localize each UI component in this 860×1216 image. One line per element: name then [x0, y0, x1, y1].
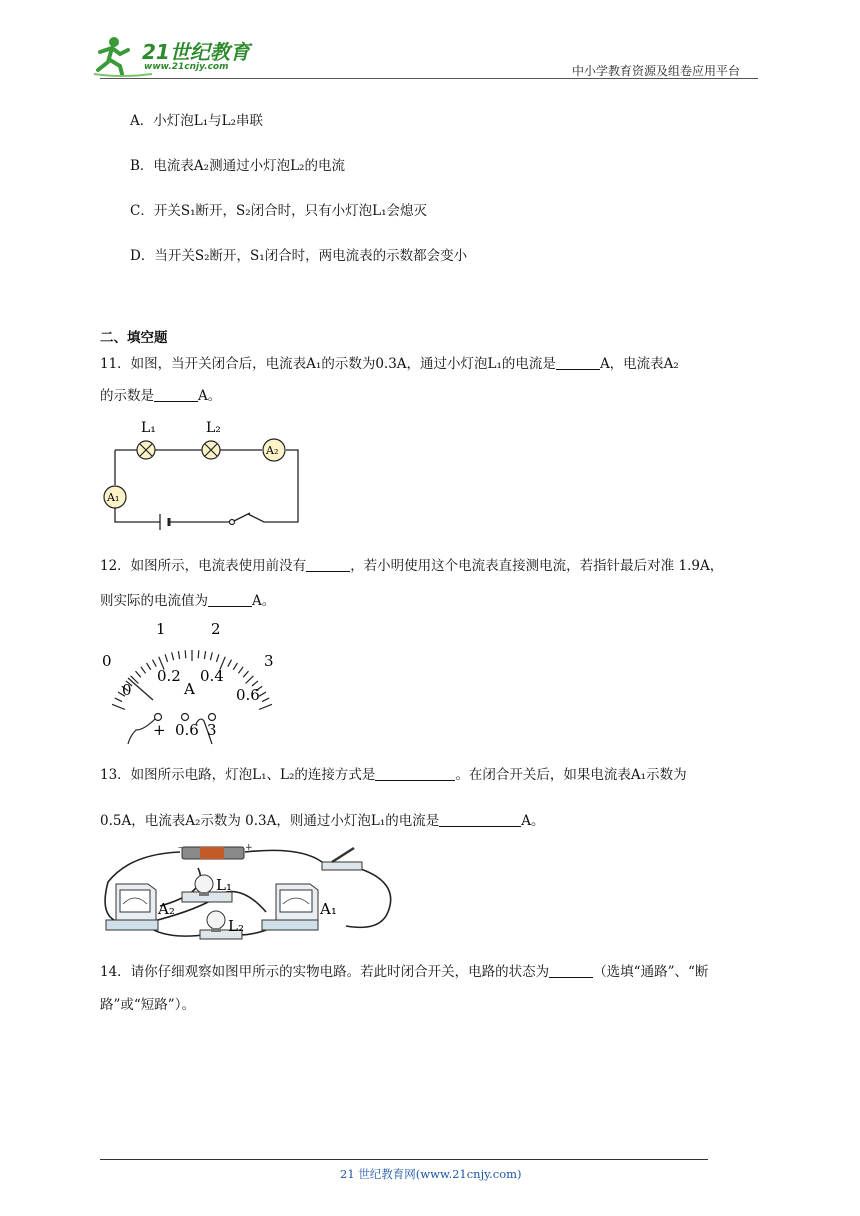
label-l2: L₂	[206, 420, 221, 436]
dial-tick	[115, 698, 122, 702]
label-a1: A₁	[320, 900, 337, 918]
q13-text-b: 。在闭合开关后，如果电流表A₁示数为	[455, 767, 687, 783]
answer-blank[interactable]	[208, 592, 252, 607]
platform-name: 中小学教育资源及组卷应用平台	[572, 64, 741, 78]
q14-text-b: （选填“通路”、“断	[593, 964, 709, 980]
dial-tick	[131, 676, 139, 684]
q11-line1	[100, 354, 679, 374]
dial-tick	[185, 650, 186, 658]
q11-text-a: 11．如图，当开关闭合后，电流表A₁的示数为0.3A，通过小灯泡L₁的电流是	[100, 356, 556, 372]
dial-tick	[112, 704, 125, 709]
svg-text:–: –	[178, 843, 183, 853]
option-label: B．	[130, 158, 154, 174]
dial-tick	[204, 651, 205, 659]
switch-icon	[322, 848, 362, 870]
dial-tick	[210, 652, 212, 660]
option-label: C．	[130, 203, 154, 219]
dial-tick	[216, 654, 219, 662]
option-a	[130, 111, 263, 131]
q13-line2	[100, 811, 545, 831]
option-label: D．	[130, 248, 155, 264]
terminal-plus: +	[153, 721, 166, 739]
dial-pointer	[128, 678, 153, 700]
q13-text-a: 13．如图所示电路，灯泡L₁、L₂的连接方式是	[100, 767, 376, 783]
dial-tick	[246, 676, 254, 684]
q11-circuit-diagram	[100, 418, 310, 530]
q14-text-a: 14．请你仔细观察如图甲所示的实物电路。若此时闭合开关，电路的状态为	[100, 964, 550, 980]
answer-blank[interactable]	[306, 557, 350, 572]
dial-tick	[238, 667, 243, 673]
answer-blank[interactable]	[556, 355, 600, 370]
dial-tick	[147, 663, 151, 670]
dial-tick	[233, 663, 237, 670]
label-a2: A₂	[158, 900, 175, 918]
option-label: A．	[130, 113, 154, 129]
dial-tick	[178, 651, 179, 659]
upper-tick-2: 2	[211, 620, 221, 638]
logo-url: www.21cnjy.com	[144, 62, 229, 72]
ammeter-a1-icon	[262, 884, 318, 930]
q11-line2	[100, 386, 221, 406]
q12-line2	[100, 591, 275, 611]
logo-text: 21世纪教育	[142, 40, 250, 64]
q13-text-c: 0.5A，电流表A₂示数为 0.3A，则通过小灯泡L₁的电流是	[100, 813, 440, 829]
option-text: 小灯泡L₁与L₂串联	[153, 113, 264, 129]
dial-tick	[198, 650, 199, 658]
battery-icon	[178, 843, 253, 859]
header-rule	[100, 78, 758, 79]
option-c	[130, 201, 427, 221]
option-b	[130, 156, 345, 176]
lamp-l2-icon	[202, 441, 220, 459]
upper-tick-0: 0	[102, 652, 112, 670]
q12-text-b: ，若小明使用这个电流表直接测电流，若指针最后对准 1.9A，	[350, 558, 724, 574]
q11-text-b: A，电流表A₂	[599, 356, 679, 372]
header-logo	[92, 30, 262, 80]
lamp-l1-icon	[137, 441, 155, 459]
ammeter-dial-diagram	[100, 618, 290, 748]
q14-line2: 路”或“短路”）。	[100, 997, 195, 1013]
footer-text: 21 世纪教育网(www.21cnjy.com)	[340, 1167, 522, 1181]
terminal-06: 0.6	[175, 721, 199, 739]
q13-line1	[100, 765, 687, 785]
label-l1: L₁	[141, 420, 156, 436]
q14-line1	[100, 962, 708, 982]
option-text: 开关S₁断开，S₂闭合时，只有小灯泡L₁会熄灭	[153, 203, 428, 219]
lower-tick-2: 0.4	[200, 667, 224, 685]
dial-tick	[228, 660, 232, 667]
q12-text-c: 则实际的电流值为	[100, 593, 208, 609]
q11-text-d: A。	[198, 388, 222, 404]
footer-rule	[100, 1159, 708, 1160]
lower-tick-1: 0.2	[157, 667, 181, 685]
lower-tick-0: 0	[122, 681, 132, 699]
ammeter-a2-icon	[106, 884, 158, 930]
q13-physical-circuit	[100, 842, 395, 947]
dial-tick	[172, 652, 174, 660]
label-l2: L₂	[228, 917, 244, 935]
option-d	[130, 246, 467, 266]
dial-tick	[141, 667, 146, 673]
option-text: 当开关S₂断开，S₁闭合时，两电流表的示数都会变小	[154, 248, 468, 264]
answer-blank[interactable]	[439, 812, 521, 827]
dial-unit: A	[184, 680, 195, 698]
lower-tick-3: 0.6	[236, 686, 260, 704]
label-a1: A₁	[107, 491, 120, 504]
answer-blank[interactable]	[154, 387, 198, 402]
option-text: 电流表A₂测通过小灯泡L₂的电流	[153, 158, 345, 174]
label-l1: L₁	[216, 876, 232, 894]
q12-line1	[100, 556, 723, 576]
dial-tick	[136, 671, 141, 677]
dial-tick	[259, 692, 266, 696]
answer-blank[interactable]	[375, 766, 455, 781]
dial-tick	[259, 704, 272, 709]
svg-text:+: +	[245, 843, 253, 853]
dial-tick	[243, 671, 248, 677]
upper-tick-1: 1	[156, 620, 166, 638]
dial-tick	[262, 698, 269, 702]
dial-tick	[165, 654, 168, 662]
q11-text-c: 的示数是	[100, 388, 154, 404]
section-title: 二、填空题	[100, 330, 168, 346]
label-a2: A₂	[266, 444, 279, 457]
answer-blank[interactable]	[549, 963, 593, 978]
terminal-3: 3	[207, 721, 217, 739]
q13-text-d: A。	[521, 813, 545, 829]
q12-text-d: A。	[252, 593, 276, 609]
dial-tick	[153, 660, 157, 667]
q12-text-a: 12．如图所示，电流表使用前没有	[100, 558, 307, 574]
upper-tick-3: 3	[264, 652, 274, 670]
